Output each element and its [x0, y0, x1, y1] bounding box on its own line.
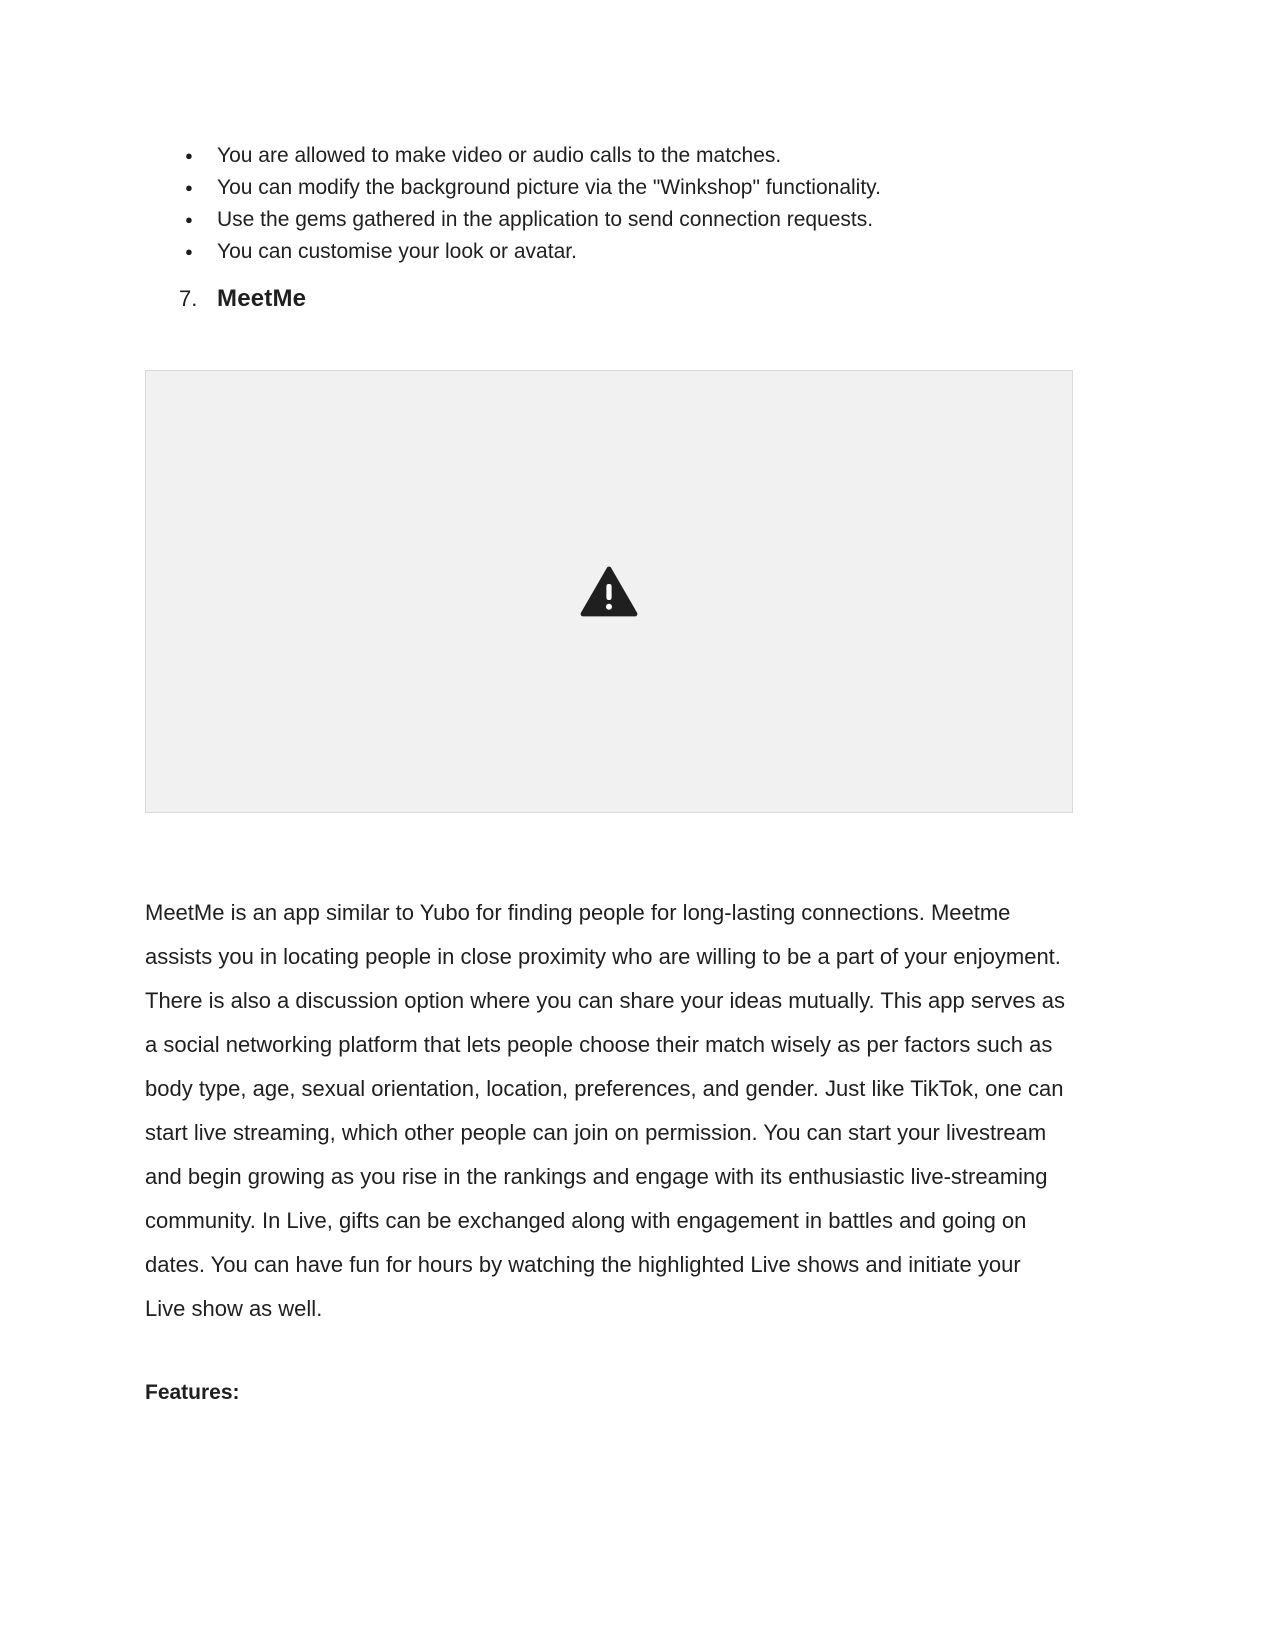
section-heading-meetme [179, 282, 1080, 316]
bullet-item: ● You can modify the background picture via the "Winkshop" functionality. [185, 172, 1080, 204]
feature-bullet-list [185, 140, 1080, 268]
document-content [145, 140, 1080, 1405]
broken-image-warning-icon [580, 566, 638, 618]
bullet-item: ● Use the gems gathered in the application to send connection requests. [185, 204, 1080, 236]
section-number: 7. [179, 286, 198, 311]
bullet-item: ● You can customise your look or avatar. [185, 236, 1080, 268]
meetme-description-paragraph: MeetMe is an app similar to Yubo for finding people for long-lasting connections. Meetme assists you in locating people in close proximity who are willing to be a part of your enjoyment. There is also a discussion option where you can share your ideas mutually. This app serves as a social networking platform that lets people choose their match wisely as per factors such as body type, age, sexual orientation, location, preferences, and gender. Just like TikTok, one can start live streaming, which other people can join on permission. You can start your livestream and begin growing as you rise in the rankings and engage with its enthusiastic live-streaming community. In Live, gifts can be exchanged along with engagement in battles and going on dates. You can have fun for hours by watching the highlighted Live shows and initiate your Live show as well. [145, 900, 1065, 1321]
section-title: MeetMe [217, 285, 307, 312]
bullet-item: ● You are allowed to make video or audio calls to the matches. [185, 140, 1080, 172]
features-heading: Features: [145, 1381, 240, 1404]
broken-image-placeholder[interactable] [145, 370, 1073, 813]
